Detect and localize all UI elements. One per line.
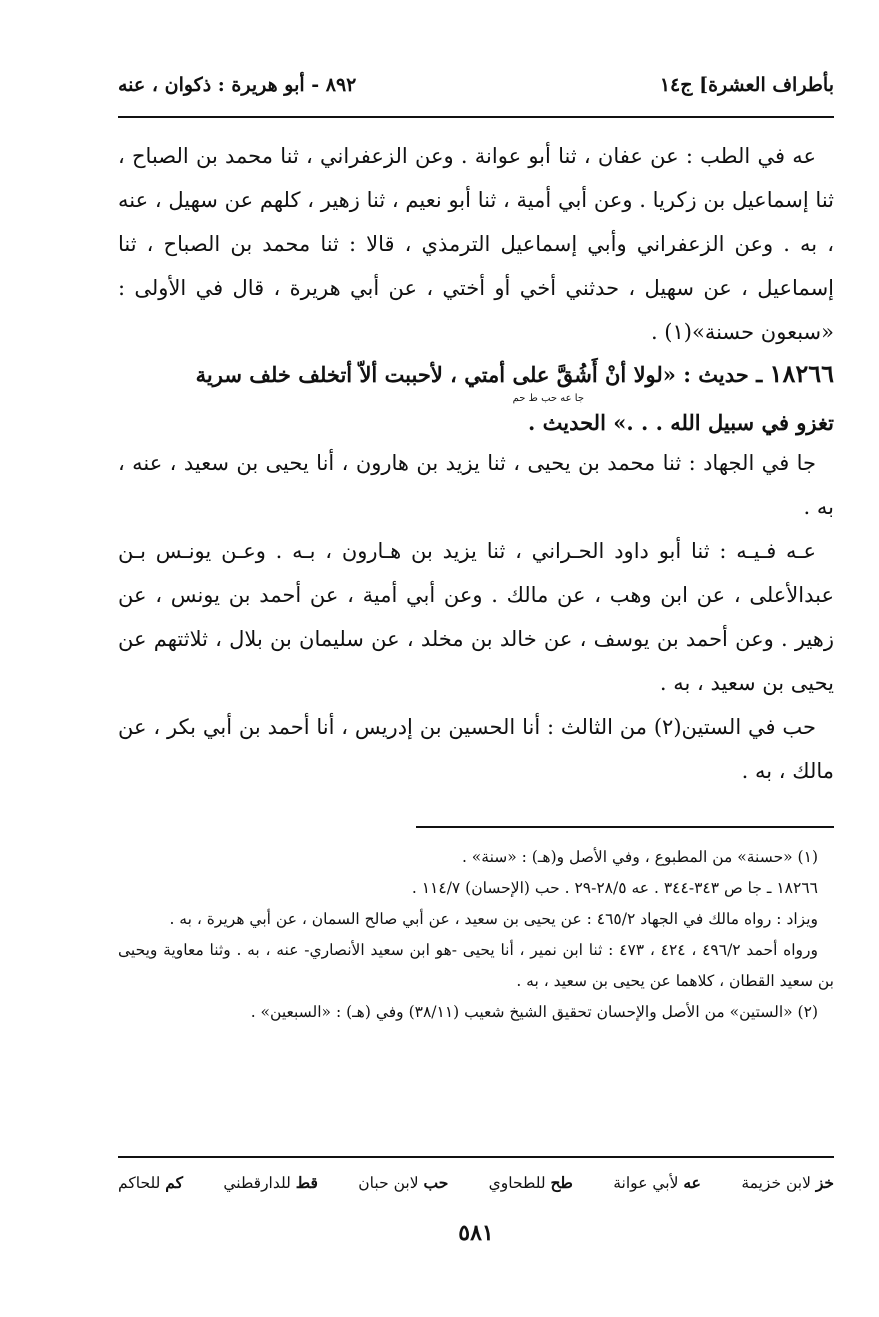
footnote-rule: [416, 826, 834, 828]
abbr-item: طح للطحاوي: [488, 1172, 573, 1192]
book-page: [118, 56, 834, 1266]
footnote-2: (٢) «الستين» من الأصل والإحسان تحقيق الشيخ شعيب (٣٨/١١) وفي (هـ) : «السبعين» .: [250, 1003, 818, 1021]
hadith-number: ١٨٢٦٦: [769, 359, 834, 388]
paragraph-1: عه في الطب : عن عفان ، ثنا أبو عوانة . وعن الزعفراني ، ثنا محمد بن الصباح ، ثنا إسماعيل بن زكريا . وعن أبي أمية ، ثنا أبو نعيم ، ثنا زهير ، كلهم عن سهيل ، عنه ، به . وعن الزعفراني وأبي إسماعيل الترمذي ، قالا : ثنا محمد بن الصباح ، ثنا إسماعيل ، عن سهيل ، حدثني أخي أو أختي ، عن أبي هريرة ، قال في الأولى : «سبعون حسنة»(١) .: [118, 144, 834, 344]
abbreviation-key: [118, 1164, 834, 1200]
footnote-sources: ١٨٢٦٦ ـ جا ص ٣٤٣-٣٤٤ . عه ٢٨/٥-٢٩ . حب (الإحسان) ١١٤/٧ .: [411, 879, 818, 897]
page-number: ٥٨١: [458, 1220, 494, 1246]
paragraph-2: جا في الجهاد : ثنا محمد بن يحيى ، ثنا يزيد بن هارون ، أنا يحيى بن سعيد ، عنه ، به .: [118, 451, 834, 519]
hadith-source-symbols: جا عه حب ط حم: [512, 393, 584, 404]
footnotes: [118, 842, 834, 1028]
hadith-heading: [118, 356, 834, 441]
main-text: [118, 134, 834, 793]
header-book-title: بأطراف العشرة] ج١٤: [659, 74, 834, 96]
running-header: [118, 68, 834, 102]
abbreviation-rule: [118, 1156, 834, 1158]
abbr-item: عه لأبي عوانة: [613, 1172, 701, 1192]
header-rule: [118, 116, 834, 118]
abbr-item: حب لابن حبان: [358, 1172, 449, 1192]
abbr-item: كم للحاكم: [118, 1172, 183, 1192]
abbr-item: خز لابن خزيمة: [741, 1172, 834, 1192]
header-chapter: ٨٩٢ - أبو هريرة : ذكوان ، عنه: [118, 74, 357, 96]
hadith-text: ـ حديث : «لولا أنْ أَشُقَّ على أمتي ، لأحببت ألاّ أتخلف خلف سرية: [195, 362, 770, 387]
paragraph-3: عـه فـيـه : ثنا أبو داود الحـراني ، ثنا يزيد بن هـارون ، بـه . وعـن يونـس بـن عبدالأعلى ، عن ابن وهب ، عن مالك . وعن أبي أمية ، عن أحمد بن يونس ، عن زهير . وعن أحمد بن يوسف ، عن خالد بن مخلد ، عن سليمان بن بلال ، ثلاثتهم عن يحيى بن سعيد ، به .: [118, 539, 834, 695]
footnote-1: (١) «حسنة» من المطبوع ، وفي الأصل و(هـ) : «سنة» .: [461, 848, 818, 866]
paragraph-4: حب في الستين(٢) من الثالث : أنا الحسين بن إدريس ، أنا أحمد بن أبي بكر ، عن مالك ، به .: [118, 715, 834, 783]
footnote-addition-2: ورواه أحمد ٤٩٦/٢ ، ٤٢٤ ، ٤٧٣ : ثنا ابن نمير ، أنا يحيى -هو ابن سعيد الأنصاري- عنه ، به . وثنا معاوية ويحيى بن سعيد القطان ، كلاهما عن يحيى بن سعيد ، به .: [118, 941, 834, 990]
footnote-addition-1: ويزاد : رواه مالك في الجهاد ٤٦٥/٢ : عن يحيى بن سعيد ، عن أبي صالح السمان ، عن أبي هريرة ، به .: [169, 910, 818, 928]
abbr-item: قط للدارقطني: [223, 1172, 318, 1192]
hadith-text-continued: تغزو في سبيل الله . . .» الحديث .: [528, 410, 834, 435]
